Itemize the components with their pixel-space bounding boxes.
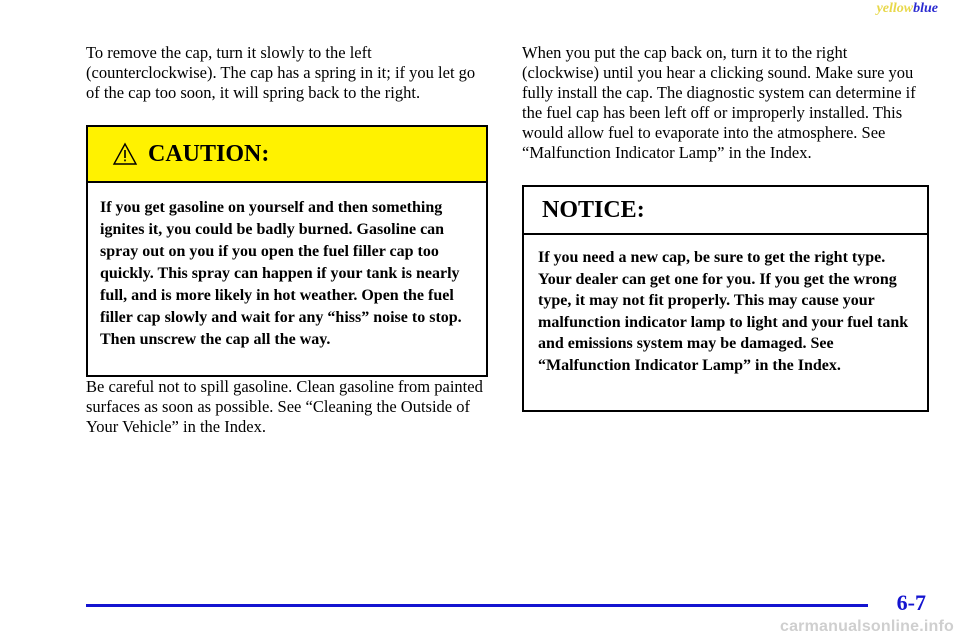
left-intro-paragraph: To remove the cap, turn it slowly to the left (counterclockwise). The cap has a spring in it; if you let go of the cap too soon, it will spring back to the right. — [86, 43, 476, 102]
notice-title: NOTICE: — [542, 196, 645, 223]
caution-title: CAUTION: — [148, 140, 270, 167]
header-color-tag — [877, 1, 938, 17]
notice-box — [522, 185, 929, 412]
notice-header — [524, 187, 927, 235]
left-after-paragraph: Be careful not to spill gasoline. Clean gasoline from painted surfaces as soon as possible. See “Cleaning the Outside of Your Vehicle” in the Index. — [86, 377, 483, 436]
caution-text: If you get gasoline on yourself and then something ignites it, you could be badly burned. Gasoline can spray out on you if you open the fuel filler cap too quickly. This spray can happen if your tank is nearly full, and is more likely in hot weather. Open the fuel filler cap slowly and wait for any “hiss” noise to stop. Then unscrew the cap all the way. — [100, 199, 462, 348]
watermark: carmanualsonline.info — [779, 618, 954, 635]
caution-box — [86, 125, 488, 377]
warning-triangle-icon — [112, 142, 138, 166]
header-tag-blue: blue — [913, 1, 938, 16]
right-column — [522, 43, 928, 412]
right-intro-paragraph: When you put the cap back on, turn it to the right (clockwise) until you hear a clicking sound. Make sure you fully install the cap. The diagnostic system can determine if the fuel cap has been left off or improperly installed. This would allow fuel to evaporate into the atmosphere. See “Malfunction Indicator Lamp” in the Index. — [522, 43, 916, 162]
header-tag-yellow: yellow — [876, 1, 914, 16]
notice-text: If you need a new cap, be sure to get the right type. Your dealer can get one for you. If you get the wrong type, it may not fit properly. This may cause your malfunction indicator lamp to light and your fuel tank and emissions system may be damaged. See “Malfunction Indicator Lamp” in the Index. — [538, 249, 909, 374]
caution-header — [88, 127, 486, 183]
footer-rule — [86, 604, 868, 607]
page-number: 6-7 — [896, 590, 926, 615]
left-column — [86, 43, 492, 437]
